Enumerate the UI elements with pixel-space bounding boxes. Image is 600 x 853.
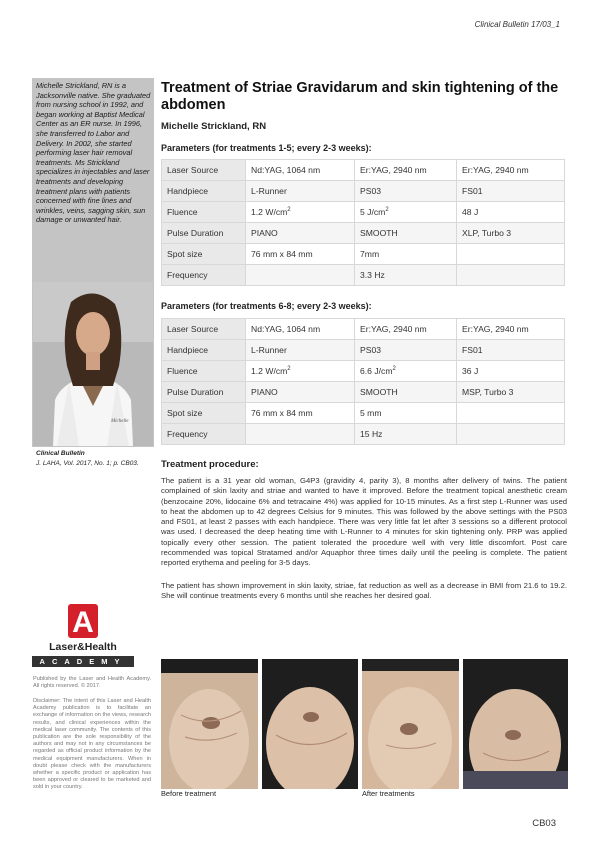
table-cell: 7mm xyxy=(355,244,457,265)
table-row xyxy=(162,382,565,403)
params1-table xyxy=(161,159,565,286)
row-label: Frequency xyxy=(162,424,246,445)
table-cell: PIANO xyxy=(246,223,355,244)
row-label: Frequency xyxy=(162,265,246,286)
row-label: Handpiece xyxy=(162,181,246,202)
row-label: Handpiece xyxy=(162,340,246,361)
table-cell: Nd:YAG, 1064 nm xyxy=(246,160,355,181)
published-note: Published by the Laser and Health Academy. All rights reserved. © 2017. xyxy=(33,676,151,690)
table-cell: Er:YAG, 2940 nm xyxy=(355,160,457,181)
table-row xyxy=(162,181,565,202)
table-cell xyxy=(457,403,565,424)
table-cell: L-Runner xyxy=(246,181,355,202)
table-cell xyxy=(457,424,565,445)
table-row xyxy=(162,403,565,424)
table-row xyxy=(162,361,565,382)
table-row xyxy=(162,244,565,265)
table-cell xyxy=(246,361,355,382)
logo-line-2: ACADEMY xyxy=(32,656,134,667)
row-label: Laser Source xyxy=(162,319,246,340)
cell-text: 1.2 W/cm xyxy=(251,366,288,376)
svg-text:A: A xyxy=(72,606,94,639)
before-photo-1 xyxy=(161,659,258,789)
caption-before: Before treatment xyxy=(161,789,217,798)
page-number: CB03 xyxy=(532,818,556,829)
params2-title: Parameters (for treatments 6-8; every 2-3 weeks): xyxy=(161,301,372,311)
after-photo-2 xyxy=(463,659,568,789)
table-cell xyxy=(457,244,565,265)
table-cell: MSP, Turbo 3 xyxy=(457,382,565,403)
table-row xyxy=(162,340,565,361)
cell-text: 6.6 J/cm xyxy=(360,366,393,376)
table-cell: Nd:YAG, 1064 nm xyxy=(246,319,355,340)
table-cell: FS01 xyxy=(457,340,565,361)
table-row xyxy=(162,424,565,445)
table-cell: PIANO xyxy=(246,382,355,403)
treatment-photo-gallery xyxy=(161,659,568,789)
row-label: Laser Source xyxy=(162,160,246,181)
table-cell xyxy=(246,202,355,223)
table-cell: SMOOTH xyxy=(355,382,457,403)
svg-text:Michelle: Michelle xyxy=(111,419,129,424)
params2-table xyxy=(161,318,565,445)
table-cell: 76 mm x 84 mm xyxy=(246,244,355,265)
procedure-paragraph-1: The patient is a 31 year old woman, G4P3 (gravidity 4, parity 3), 8 months after delivery of twins. The patient complained of skin laxity and striae and wanted to have it improved. Before the treatment topical anesthetic cream (benzocaine 20%, lidocaine 6% and tetracaine 4%) was applied for 10-15 minutes. As a first step L-Runner was used to heat the abdomen up to 42 degrees Celsius for 9 minutes. This was followed by the above settings with the PS03 and FS01, at least 2 passes with each handpiece. There was very little fat let after 3 sessions so a different protocol was used. I decreased the deep heating time with L-Runner to 4 minutes for skin tightening only. PRP was applied topically every other session. The patient tolerated the procedure well with very little discomfort. Post care recommended was topical Stratamed and/or Aquaphor three times daily until the peeling is complete. The patient reported erythema and peeling for 3-5 days. xyxy=(161,476,567,568)
table-cell: XLP, Turbo 3 xyxy=(457,223,565,244)
source-title: Clinical Bulletin xyxy=(36,450,85,457)
table-cell xyxy=(246,424,355,445)
article-title: Treatment of Striae Gravidarum and skin tightening of the abdomen xyxy=(161,80,559,113)
after-photo-1 xyxy=(362,659,459,789)
table-cell: 36 J xyxy=(457,361,565,382)
table-row xyxy=(162,223,565,244)
table-cell: 5 mm xyxy=(355,403,457,424)
table-row xyxy=(162,319,565,340)
table-cell: FS01 xyxy=(457,181,565,202)
superscript: 2 xyxy=(287,366,291,373)
table-cell xyxy=(246,265,355,286)
table-cell: PS03 xyxy=(355,340,457,361)
table-cell: Er:YAG, 2940 nm xyxy=(457,160,565,181)
table-cell: 48 J xyxy=(457,202,565,223)
table-cell: L-Runner xyxy=(246,340,355,361)
row-label: Pulse Duration xyxy=(162,382,246,403)
table-cell xyxy=(355,202,457,223)
caption-after: After treatments xyxy=(362,789,415,798)
academy-logo xyxy=(32,604,134,670)
table-cell: 3.3 Hz xyxy=(355,265,457,286)
table-cell: 76 mm x 84 mm xyxy=(246,403,355,424)
author-photo xyxy=(33,282,153,446)
procedure-title: Treatment procedure: xyxy=(161,459,259,470)
table-row xyxy=(162,265,565,286)
disclaimer: Disclaimer: The intent of this Laser and Health Academy publication is to facilitate an exchange of information on the views, research results, and clinical experiences within the medical laser community. The contents of this publication are the sole responsibility of the authors and may not in any circumstances be regarded as official product information by the medical equipment manufacturers. When in doubt please check with the manufacturers whether a specific product or application has been approved or cleared to be marketed and sold in your country. xyxy=(33,698,151,791)
superscript: 2 xyxy=(385,207,389,214)
logo-line-1: Laser&Health xyxy=(49,641,117,653)
cell-text: 1.2 W/cm xyxy=(251,207,288,217)
row-label: Fluence xyxy=(162,202,246,223)
author-bio: Michelle Strickland, RN is a Jacksonville native. She graduated from nursing school in 1992, and began working at Baptist Medical Center as an ER nurse. In 1996, she transferred to Labor and Delivery. In 2002, she started performing laser hair removal treatments. Ms Strickland specializes in injectables and laser treatments and developing treatment plans with patients concerned with fine lines and wrinkles, veins, sagging skin, sun damage or unwanted hair. xyxy=(36,81,151,225)
table-cell: Er:YAG, 2940 nm xyxy=(355,319,457,340)
table-cell: SMOOTH xyxy=(355,223,457,244)
row-label: Fluence xyxy=(162,361,246,382)
procedure-paragraph-2: The patient has shown improvement in skin laxity, striae, fat reduction as well as a decrease in BMI from 21.6 to 19.2. She will continue treatments every 6 months until she reaches her desired goal. xyxy=(161,581,567,601)
before-photo-2 xyxy=(262,659,358,789)
cell-text: 5 J/cm xyxy=(360,207,386,217)
table-cell: 15 Hz xyxy=(355,424,457,445)
table-cell xyxy=(355,361,457,382)
table-cell: PS03 xyxy=(355,181,457,202)
table-cell: Er:YAG, 2940 nm xyxy=(457,319,565,340)
table-cell xyxy=(457,265,565,286)
article-author: Michelle Strickland, RN xyxy=(161,121,267,132)
table-row xyxy=(162,202,565,223)
source-citation: J. LAHA, Vol. 2017, No. 1; p. CB03. xyxy=(36,460,139,467)
superscript: 2 xyxy=(392,366,396,373)
bulletin-reference: Clinical Bulletin 17/03_1 xyxy=(474,20,560,29)
row-label: Spot size xyxy=(162,244,246,265)
row-label: Spot size xyxy=(162,403,246,424)
row-label: Pulse Duration xyxy=(162,223,246,244)
superscript: 2 xyxy=(287,207,291,214)
params1-title: Parameters (for treatments 1-5; every 2-3 weeks): xyxy=(161,143,372,153)
table-row xyxy=(162,160,565,181)
